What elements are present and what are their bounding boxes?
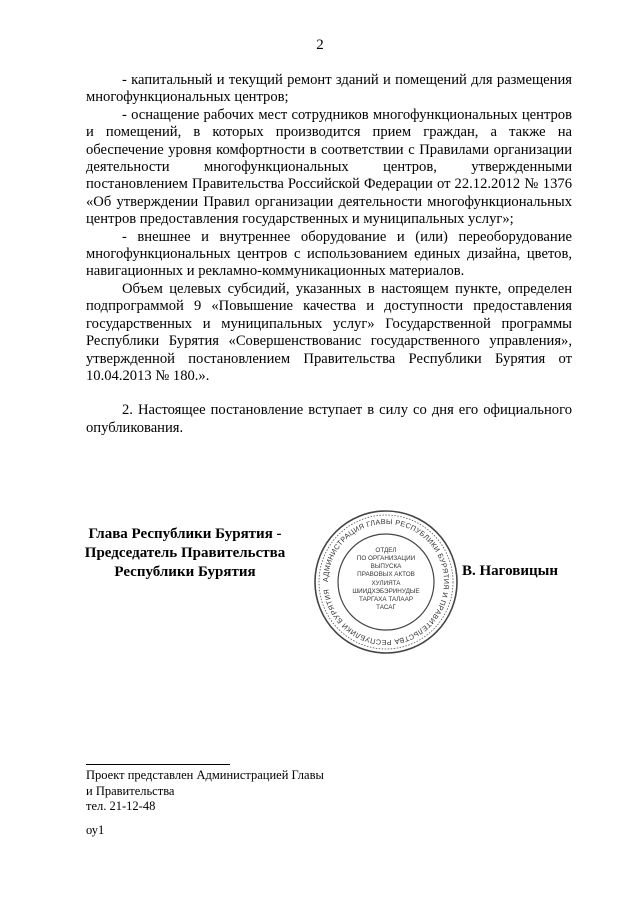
footer-divider	[86, 764, 230, 765]
seal-center-line: ТАСАГ	[376, 604, 396, 611]
seal-center-line: ШИИДХЭБЭРИНУДЫЕ	[352, 588, 420, 595]
seal-center-line: ХУЛИЯТА	[371, 580, 401, 587]
paragraph-design: - внешнее и внутреннее оборудование и (или) переоборудование многофункциональных центров с использованием единых дизайна, цветов, навигационных и рекламно-коммуникационных материалов.	[86, 228, 572, 280]
official-seal	[312, 508, 460, 656]
signatory-title-line: Глава Республики Бурятия -	[88, 526, 282, 542]
signatory-title	[80, 525, 290, 582]
document-body	[86, 72, 572, 437]
seal-center-line: ОТДЕЛ	[375, 547, 397, 554]
footer-line: и Правительства	[86, 783, 175, 798]
signatory-title-line: Председатель Правительства	[84, 545, 286, 561]
paragraph-equipment: - оснащение рабочих мест сотрудников многофункциональных центров и помещений, в которых производится прием граждан, а также на обеспечение уровня комфортности в соответствии с Правилами организации деятельности многофункциональных центров, утвержденными постановлением Правительства Российской Федерации от 22.12.2012 № 1376 «Об утверждении Правил организации деятельности многофункциональных центров предоставления государственных и муниципальных услуг»;	[86, 106, 572, 228]
signatory-title-line: Республики Бурятия	[114, 564, 256, 580]
signatory-name: В. Наговицын	[462, 563, 558, 579]
footer-note	[86, 768, 324, 815]
seal-center-line: ВЫПУСКА	[370, 563, 402, 570]
paragraph-subsidy-volume: Объем целевых субсидий, указанных в настоящем пункте, определен подпрограммой 9 «Повышение качества и доступности предоставления государственных и муниципальных услуг» Государственной программы Республики Бурятия «Совершенствованис государственного управления», утвержденной постановлением Правительства Республики Бурятия от 10.04.2013 № 180.».	[86, 280, 572, 384]
paragraph-effective-date: 2. Настоящее постановление вступает в силу со дня его официального опубликования.	[86, 402, 572, 436]
seal-center-line: ТАРГАХА ТАЛААР	[358, 596, 414, 603]
footer-line: Проект представлен Администрацией Главы	[86, 768, 324, 782]
document-code: оу1	[86, 823, 105, 837]
seal-ring-text: АДМИНИСТРАЦИЯ ГЛАВЫ РЕСПУБЛИКИ БУРЯТИЯ И ПРАВИТЕЛЬСТВА РЕСПУБЛИКИ БУРЯТИЯ	[320, 516, 452, 648]
paragraph-renovation: - капитальный и текущий ремонт зданий и помещений для размещения многофункциональных центров;	[86, 72, 572, 106]
footer-phone: тел. 21-12-48	[86, 799, 156, 814]
page-number: 2	[316, 37, 324, 53]
seal-center-line: ПРАВОВЫХ АКТОВ	[357, 571, 415, 578]
seal-center-line: ПО ОРГАНИЗАЦИИ	[356, 555, 416, 562]
